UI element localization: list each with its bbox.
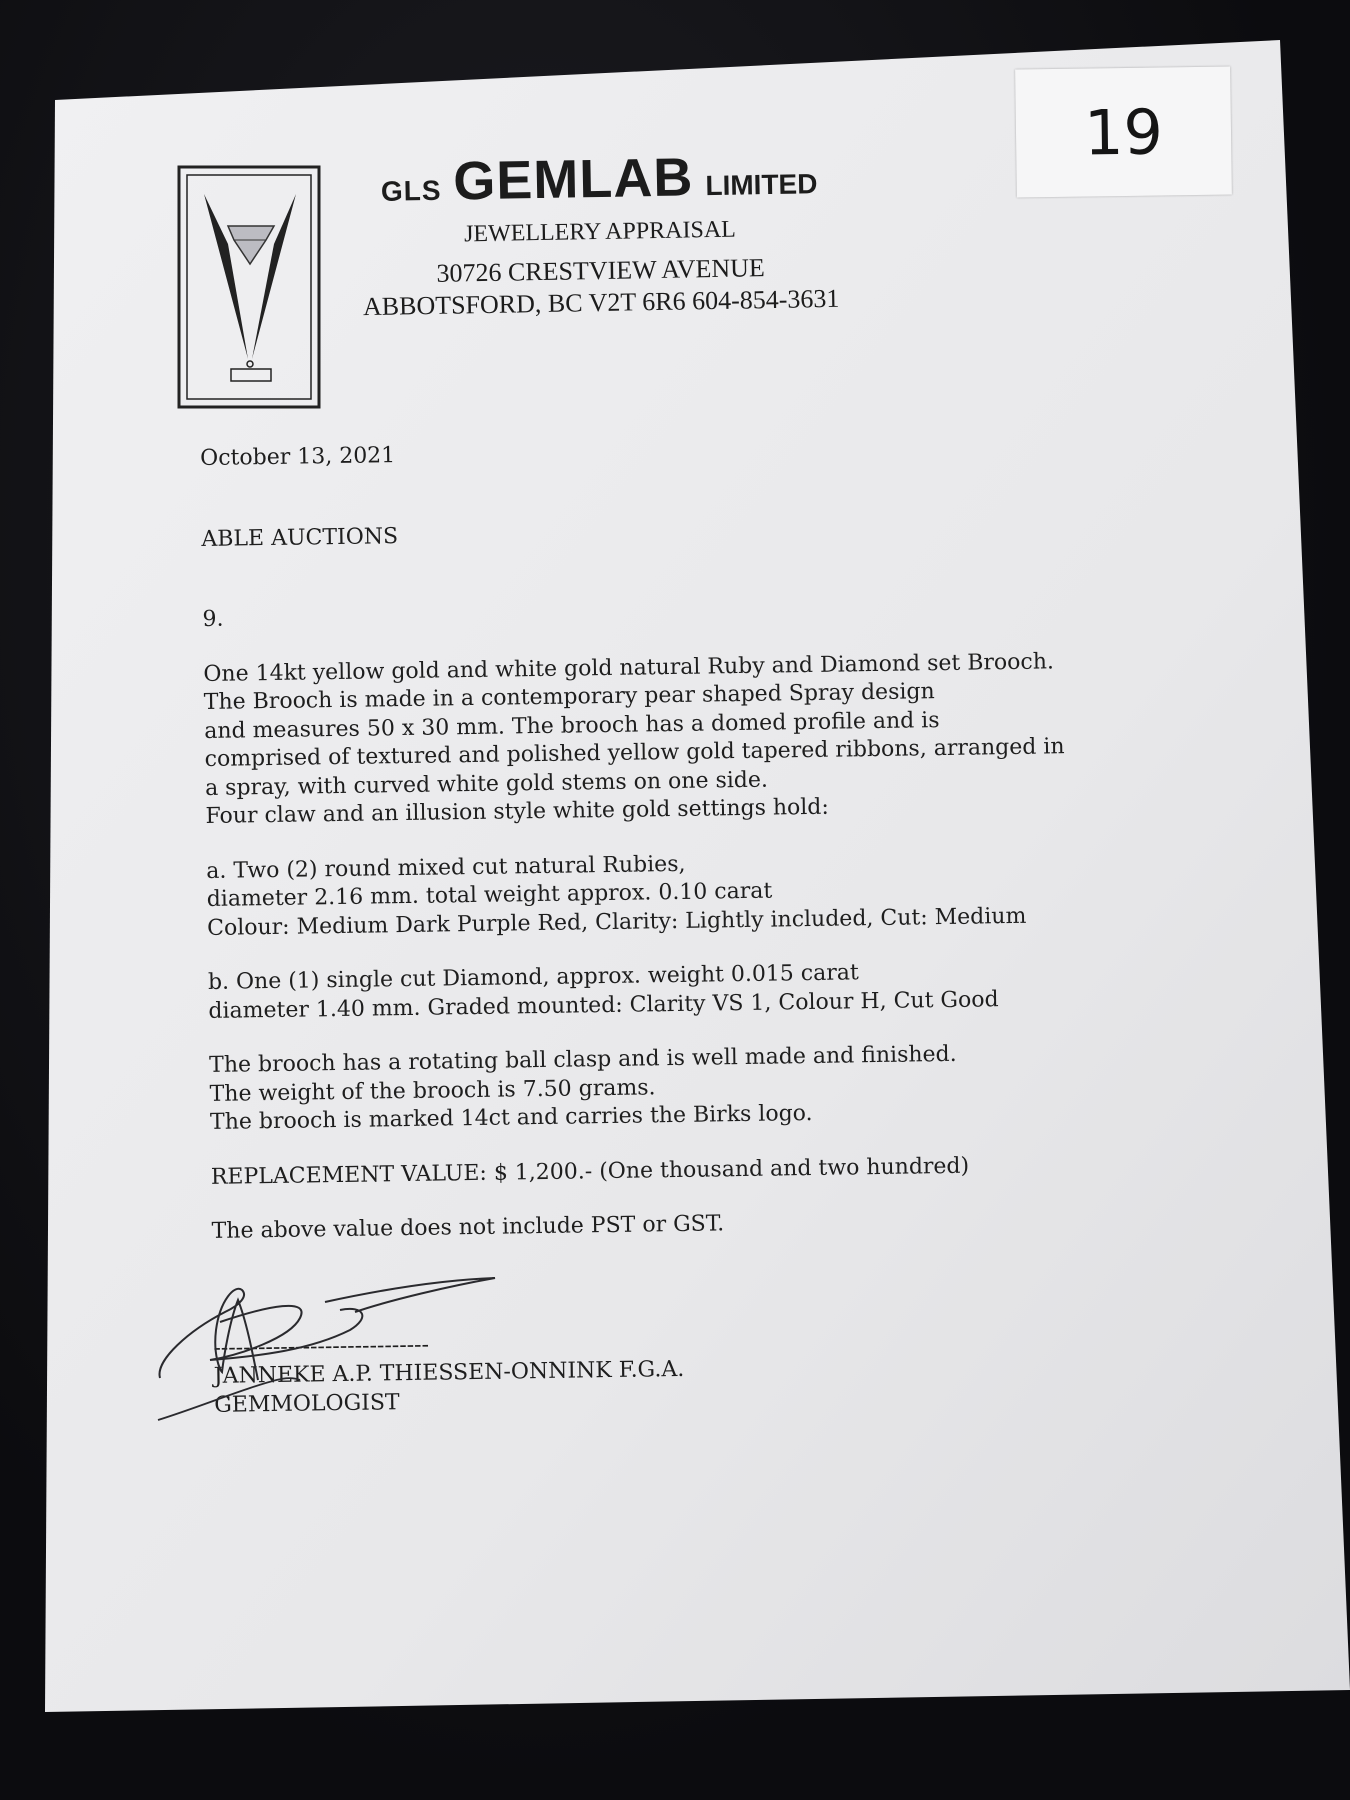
company-name: GLS GEMLAB LIMITED bbox=[380, 147, 818, 212]
letterhead bbox=[339, 145, 862, 323]
address-city-phone: ABBOTSFORD, BC V2T 6R6 604-854-3631 bbox=[362, 283, 840, 322]
gemlab-logo bbox=[176, 164, 326, 414]
finish-details: The brooch has a rotating ball clasp and is well made and finished. The weight of the brooch is 7.50 grams. The brooch is marked 14ct and carries the Birks logo. bbox=[209, 1041, 957, 1135]
signature-rule: ----------------------------- bbox=[213, 1332, 430, 1361]
logo-frame-inner bbox=[187, 175, 311, 399]
logo-left-blade bbox=[204, 194, 248, 359]
logo-base bbox=[231, 369, 271, 381]
stone-b-details: b. One (1) single cut Diamond, approx. weight 0.015 carat diameter 1.40 mm. Graded mounted: Clarity VS 1, Colour H, Cut Good bbox=[207, 960, 999, 1024]
signer-title: GEMMOLOGIST bbox=[214, 1389, 400, 1418]
item-description: One 14kt yellow gold and white gold natural Ruby and Diamond set Brooch. The Brooch is made in a contemporary pear shaped Spray design and measures 50 x 30 mm. The brooch has a domed profile and is comprised of textured and polished yellow gold tapered ribbons, arranged in a spray, with curved white gold stems on one side. Four claw and an illusion style white gold settings hold: bbox=[203, 648, 1065, 829]
signer-name: JANNEKE A.P. THIESSEN-ONNINK F.G.A. bbox=[213, 1356, 685, 1389]
lot-number-tag bbox=[1015, 67, 1232, 198]
logo-right-blade bbox=[252, 194, 296, 359]
lot-number: 19 bbox=[1083, 94, 1164, 170]
stone-a-details: a. Two (2) round mixed cut natural Rubies, diameter 2.16 mm. total weight approx. 0.10 carat Colour: Medium Dark Purple Red, Clarity: Lightly included, Cut: Medium bbox=[206, 851, 1027, 941]
recipient: ABLE AUCTIONS bbox=[201, 523, 399, 552]
diamond-icon bbox=[228, 226, 274, 264]
address-street: 30726 CRESTVIEW AVENUE bbox=[436, 253, 766, 288]
tax-note: The above value does not include PST or GST. bbox=[211, 1211, 725, 1244]
company-subtitle: JEWELLERY APPRAISAL bbox=[463, 216, 737, 248]
letter-date: October 13, 2021 bbox=[200, 443, 396, 471]
logo-frame-outer bbox=[179, 167, 319, 407]
item-number: 9. bbox=[202, 606, 224, 632]
handwritten-signature bbox=[150, 1260, 510, 1430]
replacement-value: REPLACEMENT VALUE: $ 1,200.- (One thousand and two hundred) bbox=[210, 1153, 970, 1190]
